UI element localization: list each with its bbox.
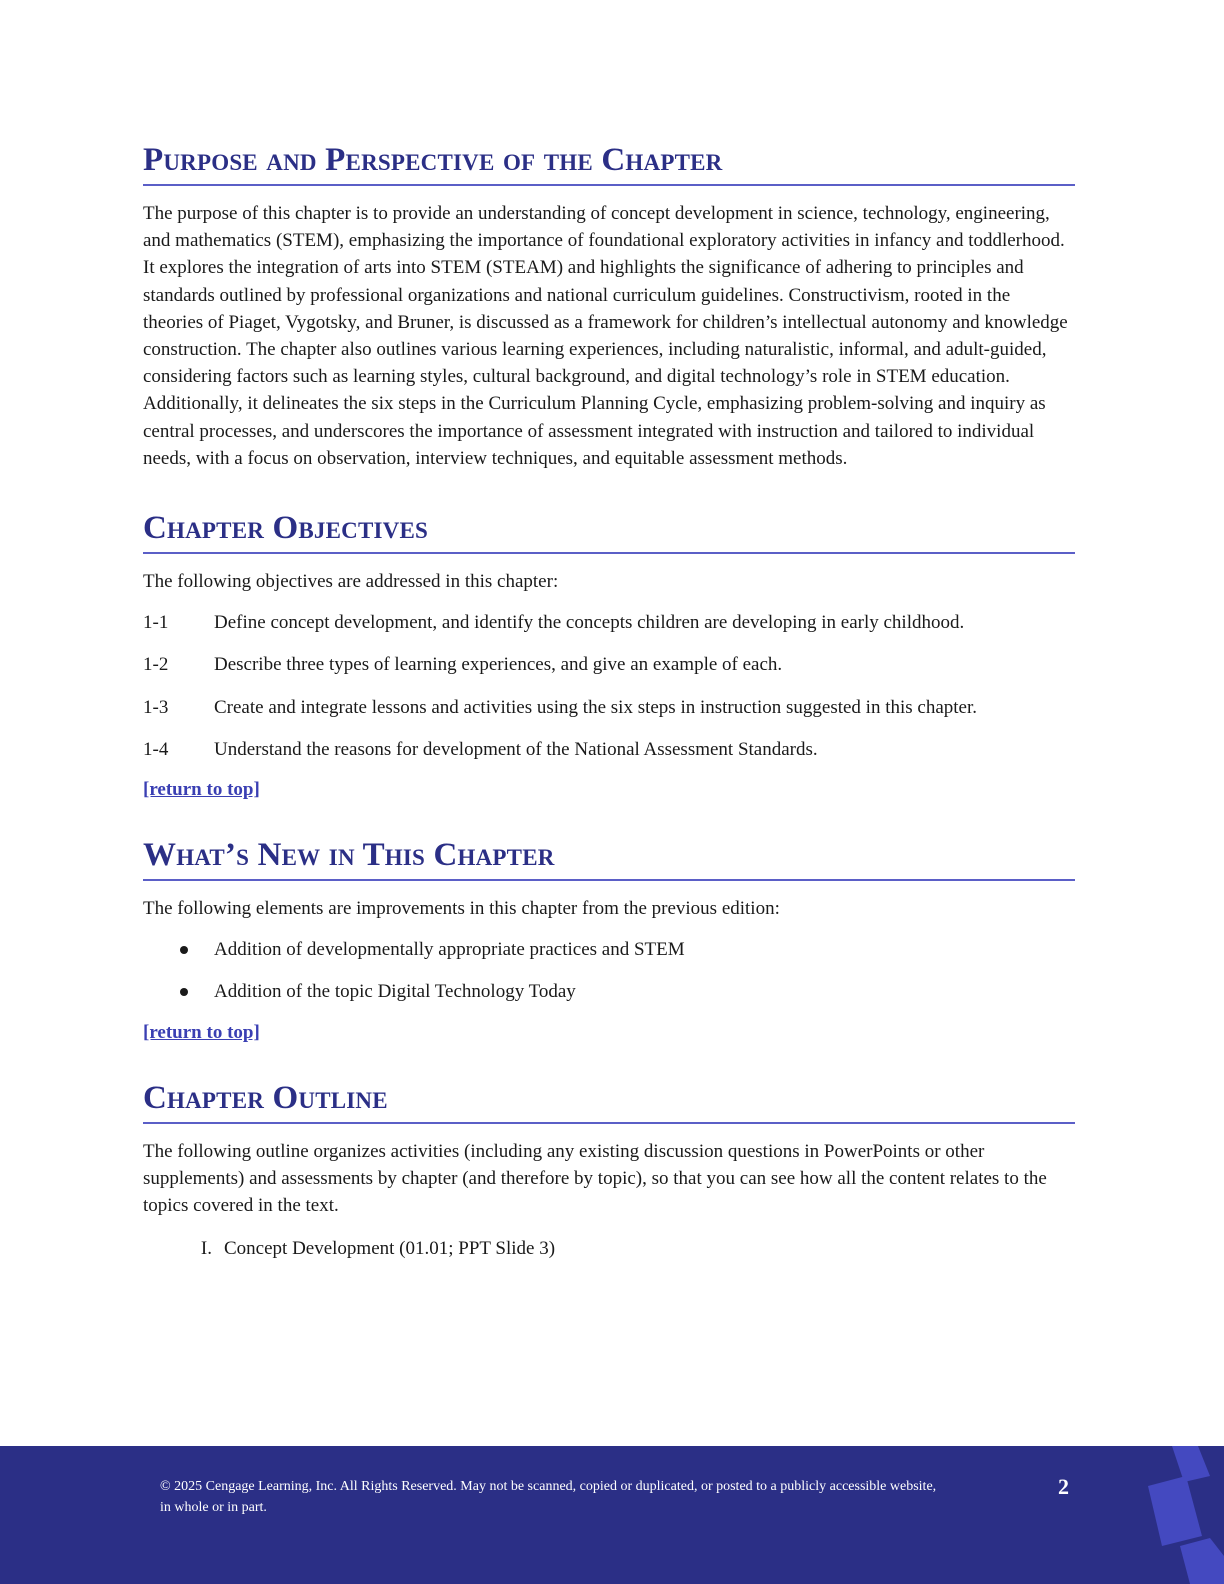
list-item-text: Addition of developmentally appropriate practices and STEM: [214, 939, 685, 961]
objectives-list: [143, 609, 1075, 763]
objective-item: [143, 736, 1075, 763]
outline-number: I.: [200, 1238, 212, 1260]
objective-text: Understand the reasons for development of the National Assessment Standards.: [214, 738, 818, 760]
page-number: 2: [1058, 1474, 1069, 1499]
objective-number: 1-1: [143, 612, 169, 634]
footer: [0, 1446, 1224, 1584]
objective-item: [143, 651, 1075, 678]
purpose-heading: Purpose and Perspective of the Chapter: [143, 140, 1075, 186]
objective-item: [143, 609, 1075, 636]
objective-item: [143, 694, 1075, 721]
whats-new-list: [143, 936, 1075, 1005]
list-item: [143, 978, 1075, 1005]
objective-number: 1-3: [143, 696, 169, 718]
objective-number: 1-2: [143, 654, 169, 676]
whats-new-intro: The following elements are improvements in this chapter from the previous edition:: [143, 898, 780, 920]
outline-item: [143, 1235, 1075, 1262]
bullet-icon: [143, 978, 214, 1005]
return-to-top-link[interactable]: [return to top]: [143, 779, 260, 801]
outline-list: [143, 1235, 1075, 1262]
objectives-heading: Chapter Objectives: [143, 508, 1075, 554]
objective-text: Create and integrate lessons and activities using the six steps in instruction suggested in this chapter.: [214, 696, 978, 718]
objectives-intro: The following objectives are addressed in this chapter:: [143, 571, 559, 593]
bullet-icon: [143, 936, 214, 963]
objective-number: 1-4: [143, 738, 169, 760]
whats-new-heading: What’s New in This Chapter: [143, 835, 1075, 881]
outline-text: Concept Development (01.01; PPT Slide 3): [224, 1238, 556, 1260]
brand-logo-icon: [1140, 1446, 1224, 1584]
return-to-top-link[interactable]: [return to top]: [143, 1021, 260, 1043]
list-item: [143, 936, 1075, 963]
list-item-text: Addition of the topic Digital Technology Today: [214, 981, 576, 1003]
objective-text: Define concept development, and identify the concepts children are developing in early childhood.: [214, 612, 965, 634]
outline-heading: Chapter Outline: [143, 1078, 1075, 1124]
outline-intro: The following outline organizes activities (including any existing discussion questions in PowerPoints or other supplements) and assessments by chapter (and therefore by topic), so that you can see how all the content relates to the topics covered in the text.: [143, 1140, 1047, 1217]
objective-text: Describe three types of learning experiences, and give an example of each.: [214, 654, 783, 676]
purpose-paragraph: The purpose of this chapter is to provide an understanding of concept development in science, technology, engineering, and mathematics (STEM), emphasizing the importance of foundational exploratory activities in infancy and toddlerhood. It explores the integration of arts into STEM (STEAM) and highlights the significance of adhering to principles and standards outlined by professional organizations and national curriculum guidelines. Constructivism, rooted in the theories of Piaget, Vygotsky, and Bruner, is discussed as a framework for children’s intellectual autonomy and knowledge construction. The chapter also outlines various learning experiences, including naturalistic, informal, and adult-guided, considering factors such as learning styles, cultural background, and digital technology’s role in STEM education. Additionally, it delineates the six steps in the Curriculum Planning Cycle, emphasizing problem-solving and inquiry as central processes, and underscores the importance of assessment integrated with instruction and tailored to individual needs, with a focus on observation, interview techniques, and equitable assessment methods.: [143, 203, 1068, 469]
page-content: [143, 140, 1075, 1262]
copyright-notice: © 2025 Cengage Learning, Inc. All Rights Reserved. May not be scanned, copied or duplicated, or posted to a publicly accessible website, in whole or in part.: [160, 1479, 937, 1515]
